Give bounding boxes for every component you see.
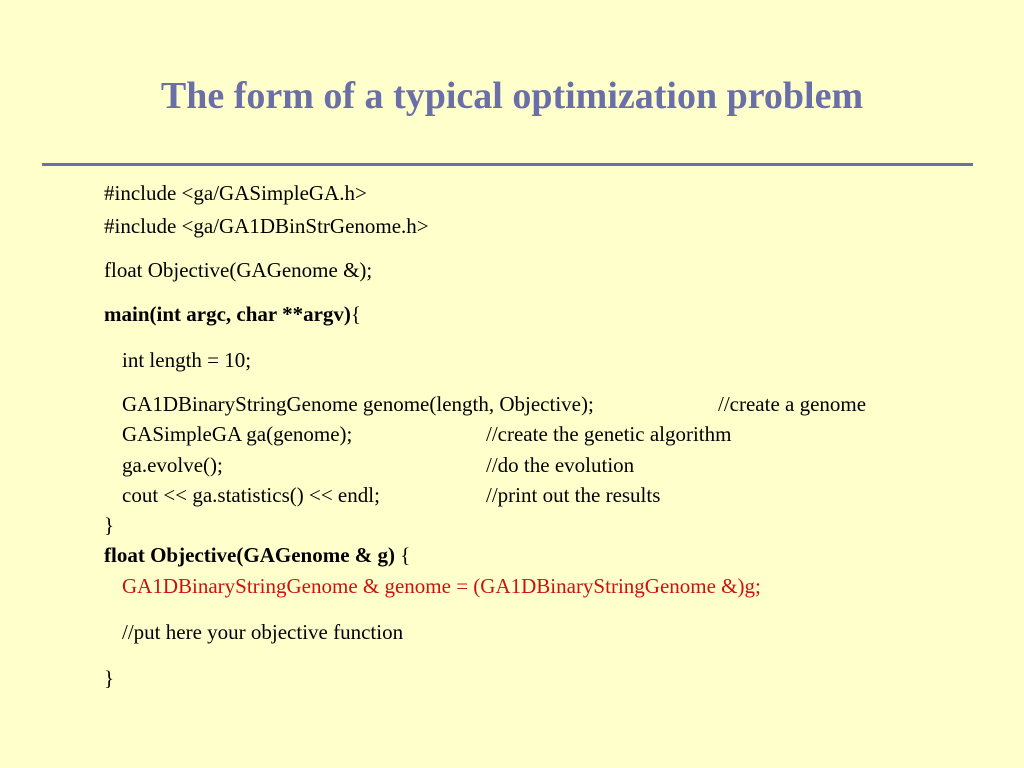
comment-ga: //create the genetic algorithm xyxy=(486,422,732,446)
code-line-include-1: #include <ga/GASimpleGA.h> xyxy=(104,181,367,205)
code-line-ga: GASimpleGA ga(genome); xyxy=(122,422,353,446)
slide-title: The form of a typical optimization problem xyxy=(160,75,864,117)
objective-open-brace: { xyxy=(395,543,411,567)
objective-signature: float Objective(GAGenome & g) xyxy=(104,543,395,567)
code-line-cast: GA1DBinaryStringGenome & genome = (GA1DBinaryStringGenome &)g; xyxy=(122,574,761,598)
code-line-cout: cout << ga.statistics() << endl; xyxy=(122,483,380,507)
code-line-genome: GA1DBinaryStringGenome genome(length, Objective); xyxy=(122,392,594,416)
code-line-include-2: #include <ga/GA1DBinStrGenome.h> xyxy=(104,214,429,238)
code-line-int-length: int length = 10; xyxy=(122,348,252,372)
comment-cout: //print out the results xyxy=(486,483,661,507)
code-line-prototype: float Objective(GAGenome &); xyxy=(104,258,373,282)
comment-evolve: //do the evolution xyxy=(486,453,635,477)
main-open-brace: { xyxy=(350,302,361,326)
comment-genome: //create a genome xyxy=(718,392,867,416)
code-line-main-signature xyxy=(104,301,361,327)
title-divider xyxy=(42,163,973,166)
code-line-close-objective: } xyxy=(104,666,115,690)
code-line-put-here: //put here your objective function xyxy=(122,620,404,644)
code-line-close-main: } xyxy=(104,513,115,537)
code-line-evolve: ga.evolve(); xyxy=(122,453,223,477)
code-line-objective-signature xyxy=(104,542,410,568)
main-signature: main(int argc, char **argv) xyxy=(104,302,351,326)
